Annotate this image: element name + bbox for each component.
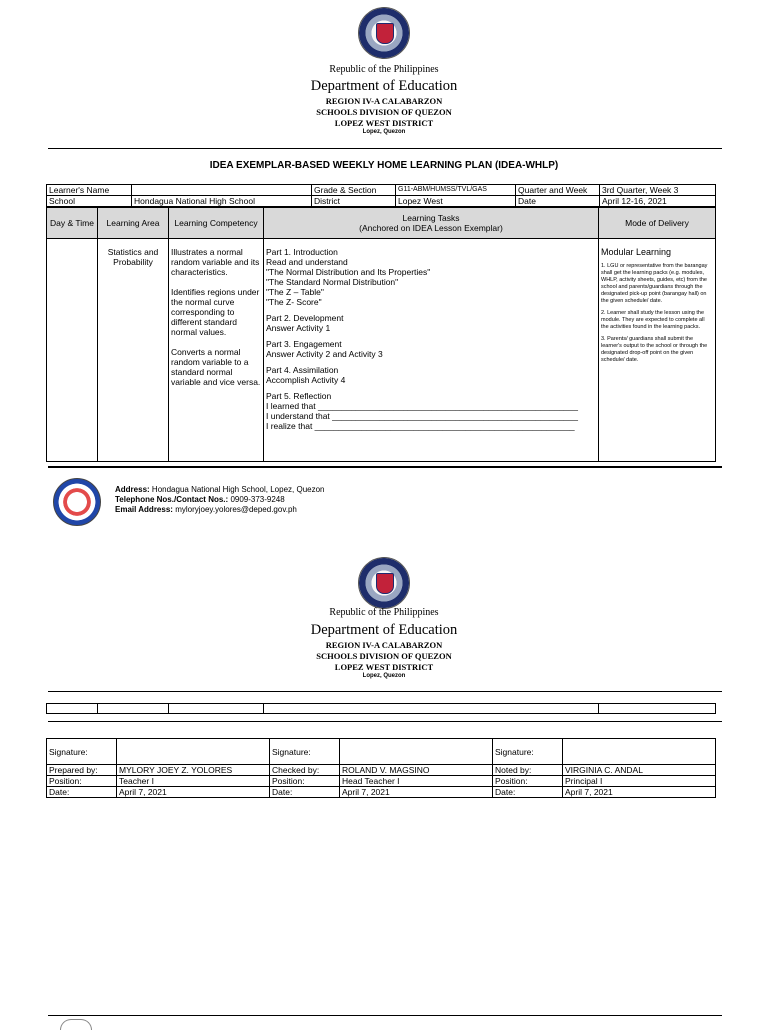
col-learning-competency: Learning Competency	[169, 208, 264, 239]
plan-table	[46, 207, 716, 462]
prepared-position: Teacher I	[117, 776, 270, 787]
deped-seal-icon	[358, 557, 410, 609]
division-text: SCHOOLS DIVISION OF QUEZON	[316, 107, 452, 117]
grade-section-value: G11-ABM/HUMSS/TVL/GAS	[396, 185, 516, 196]
region-text: REGION IV-A CALABARZON	[325, 640, 443, 650]
col-learning-tasks-title: Learning Tasks	[402, 213, 460, 223]
district-value: Lopez West	[396, 196, 516, 207]
task-line: I realize that _______________________________________________________	[266, 421, 575, 431]
competency-item: Converts a normal random variable to a standard normal variable and vice versa.	[171, 347, 261, 387]
col-learning-tasks-note: (Anchored on IDEA Lesson Exemplar)	[359, 223, 503, 233]
checked-signature-box	[340, 739, 493, 765]
task-line: Part 5. Reflection	[266, 391, 332, 401]
task-line: Part 1. Introduction	[266, 247, 338, 257]
delivery-item: 1. LGU or representative from the barangay shall get the learning packs (e.g. modules, WHLP, activity sheets, guides, etc) from the school and parents/guardians through the designated pick-up point (barangay hall) on the given schedule/ date.	[601, 263, 708, 304]
district-text: LOPEZ WEST DISTRICT	[334, 662, 434, 672]
noted-date: April 7, 2021	[563, 787, 716, 798]
republic-text: Republic of the Philippines	[329, 64, 439, 75]
signature-label: Signature:	[493, 739, 563, 765]
division-text: SCHOOLS DIVISION OF QUEZON	[316, 651, 452, 661]
checked-date: April 7, 2021	[340, 787, 493, 798]
empty-cell	[47, 704, 98, 714]
task-line: "The Standard Normal Distribution"	[266, 277, 399, 287]
task-line: "The Z – Table"	[266, 287, 324, 297]
republic-text: Republic of the Philippines	[329, 607, 439, 618]
plan-table-continuation	[46, 703, 716, 714]
position-label: Position:	[47, 776, 117, 787]
bottom-divider	[48, 1015, 722, 1016]
district-text: LOPEZ WEST DISTRICT	[334, 118, 434, 128]
task-line: Accomplish Activity 4	[266, 375, 346, 385]
date-label: Date:	[47, 787, 117, 798]
school-logo-icon	[60, 1019, 92, 1030]
col-day-time: Day & Time	[47, 208, 98, 239]
task-line: "The Z- Score"	[266, 297, 322, 307]
learning-area-cell: Statistics and Probability	[98, 239, 169, 462]
quarter-week-value: 3rd Quarter, Week 3	[600, 185, 716, 196]
noted-by-label: Noted by:	[493, 765, 563, 776]
grade-section-label: Grade & Section	[312, 185, 396, 196]
col-mode-of-delivery: Mode of Delivery	[599, 208, 716, 239]
quarter-week-label: Quarter and Week	[516, 185, 600, 196]
delivery-item: 3. Parents/ guardians shall submit the learner's output to the school or through the designated drop-off point on the given schedule/ date.	[601, 336, 708, 363]
delivery-item: 2. Learner shall study the lesson using the module. They are expected to complete all the activities found in the learning packs.	[601, 310, 705, 330]
info-table	[46, 184, 716, 207]
date-label: Date:	[493, 787, 563, 798]
prepared-by-name: MYLORY JOEY Z. YOLORES	[117, 765, 270, 776]
deped-seal-icon	[358, 7, 410, 59]
town-text: Lopez, Quezon	[362, 129, 406, 135]
signature-label: Signature:	[270, 739, 340, 765]
learner-name-value	[132, 185, 312, 196]
page-title: IDEA EXEMPLAR-BASED WEEKLY HOME LEARNING PLAN (IDEA-WHLP)	[209, 160, 559, 171]
competency-cell	[169, 239, 264, 462]
task-line: Read and understand	[266, 257, 348, 267]
col-learning-area: Learning Area	[98, 208, 169, 239]
noted-by-name: VIRGINIA C. ANDAL	[563, 765, 716, 776]
learner-name-label: Learner's Name	[47, 185, 132, 196]
task-line: Answer Activity 2 and Activity 3	[266, 349, 383, 359]
school-value: Hondagua National High School	[132, 196, 312, 207]
competency-item: Illustrates a normal random variable and its characteristics.	[171, 247, 260, 277]
empty-cell	[264, 704, 599, 714]
empty-cell	[599, 704, 716, 714]
footer-divider	[48, 466, 722, 468]
prepared-by-label: Prepared by:	[47, 765, 117, 776]
task-line: Part 2. Development	[266, 313, 344, 323]
email-line: Email Address: myloryjoey.yolores@deped.gov.ph	[115, 505, 297, 514]
delivery-title: Modular Learning	[601, 247, 672, 257]
task-line: I learned that _______________________________________________________	[266, 401, 578, 411]
task-line: Part 4. Assimilation	[266, 365, 339, 375]
address-line: Address: Hondagua National High School, Lopez, Quezon	[115, 485, 325, 494]
section-divider	[48, 721, 722, 722]
day-time-cell	[47, 239, 98, 462]
prepared-signature-box	[117, 739, 270, 765]
empty-cell	[98, 704, 169, 714]
region-text: REGION IV-A CALABARZON	[325, 96, 443, 106]
checked-by-label: Checked by:	[270, 765, 340, 776]
noted-position: Principal I	[563, 776, 716, 787]
signature-table	[46, 738, 716, 798]
task-line: I understand that ____________________________________________________	[266, 411, 578, 421]
department-text: Department of Education	[310, 78, 458, 94]
checked-by-name: ROLAND V. MAGSINO	[340, 765, 493, 776]
school-label: School	[47, 196, 132, 207]
noted-signature-box	[563, 739, 716, 765]
date-label: Date:	[270, 787, 340, 798]
phone-line: Telephone Nos./Contact Nos.: 0909-373-9248	[115, 495, 285, 504]
school-logo-icon	[53, 478, 101, 526]
position-label: Position:	[270, 776, 340, 787]
date-label: Date	[516, 196, 600, 207]
district-label: District	[312, 196, 396, 207]
signature-label: Signature:	[47, 739, 117, 765]
header-divider	[48, 691, 722, 692]
department-text: Department of Education	[310, 622, 458, 638]
empty-cell	[169, 704, 264, 714]
prepared-date: April 7, 2021	[117, 787, 270, 798]
task-line: "The Normal Distribution and Its Properties"	[266, 267, 431, 277]
learning-tasks-cell	[264, 239, 599, 462]
mode-of-delivery-cell	[599, 239, 716, 462]
position-label: Position:	[493, 776, 563, 787]
checked-position: Head Teacher I	[340, 776, 493, 787]
col-learning-tasks	[264, 208, 599, 239]
date-value: April 12-16, 2021	[600, 196, 716, 207]
task-line: Answer Activity 1	[266, 323, 331, 333]
task-line: Part 3. Engagement	[266, 339, 342, 349]
header-divider	[48, 148, 722, 149]
town-text: Lopez, Quezon	[362, 673, 406, 679]
competency-item: Identifies regions under the normal curve corresponding to different standard normal values.	[171, 287, 260, 337]
